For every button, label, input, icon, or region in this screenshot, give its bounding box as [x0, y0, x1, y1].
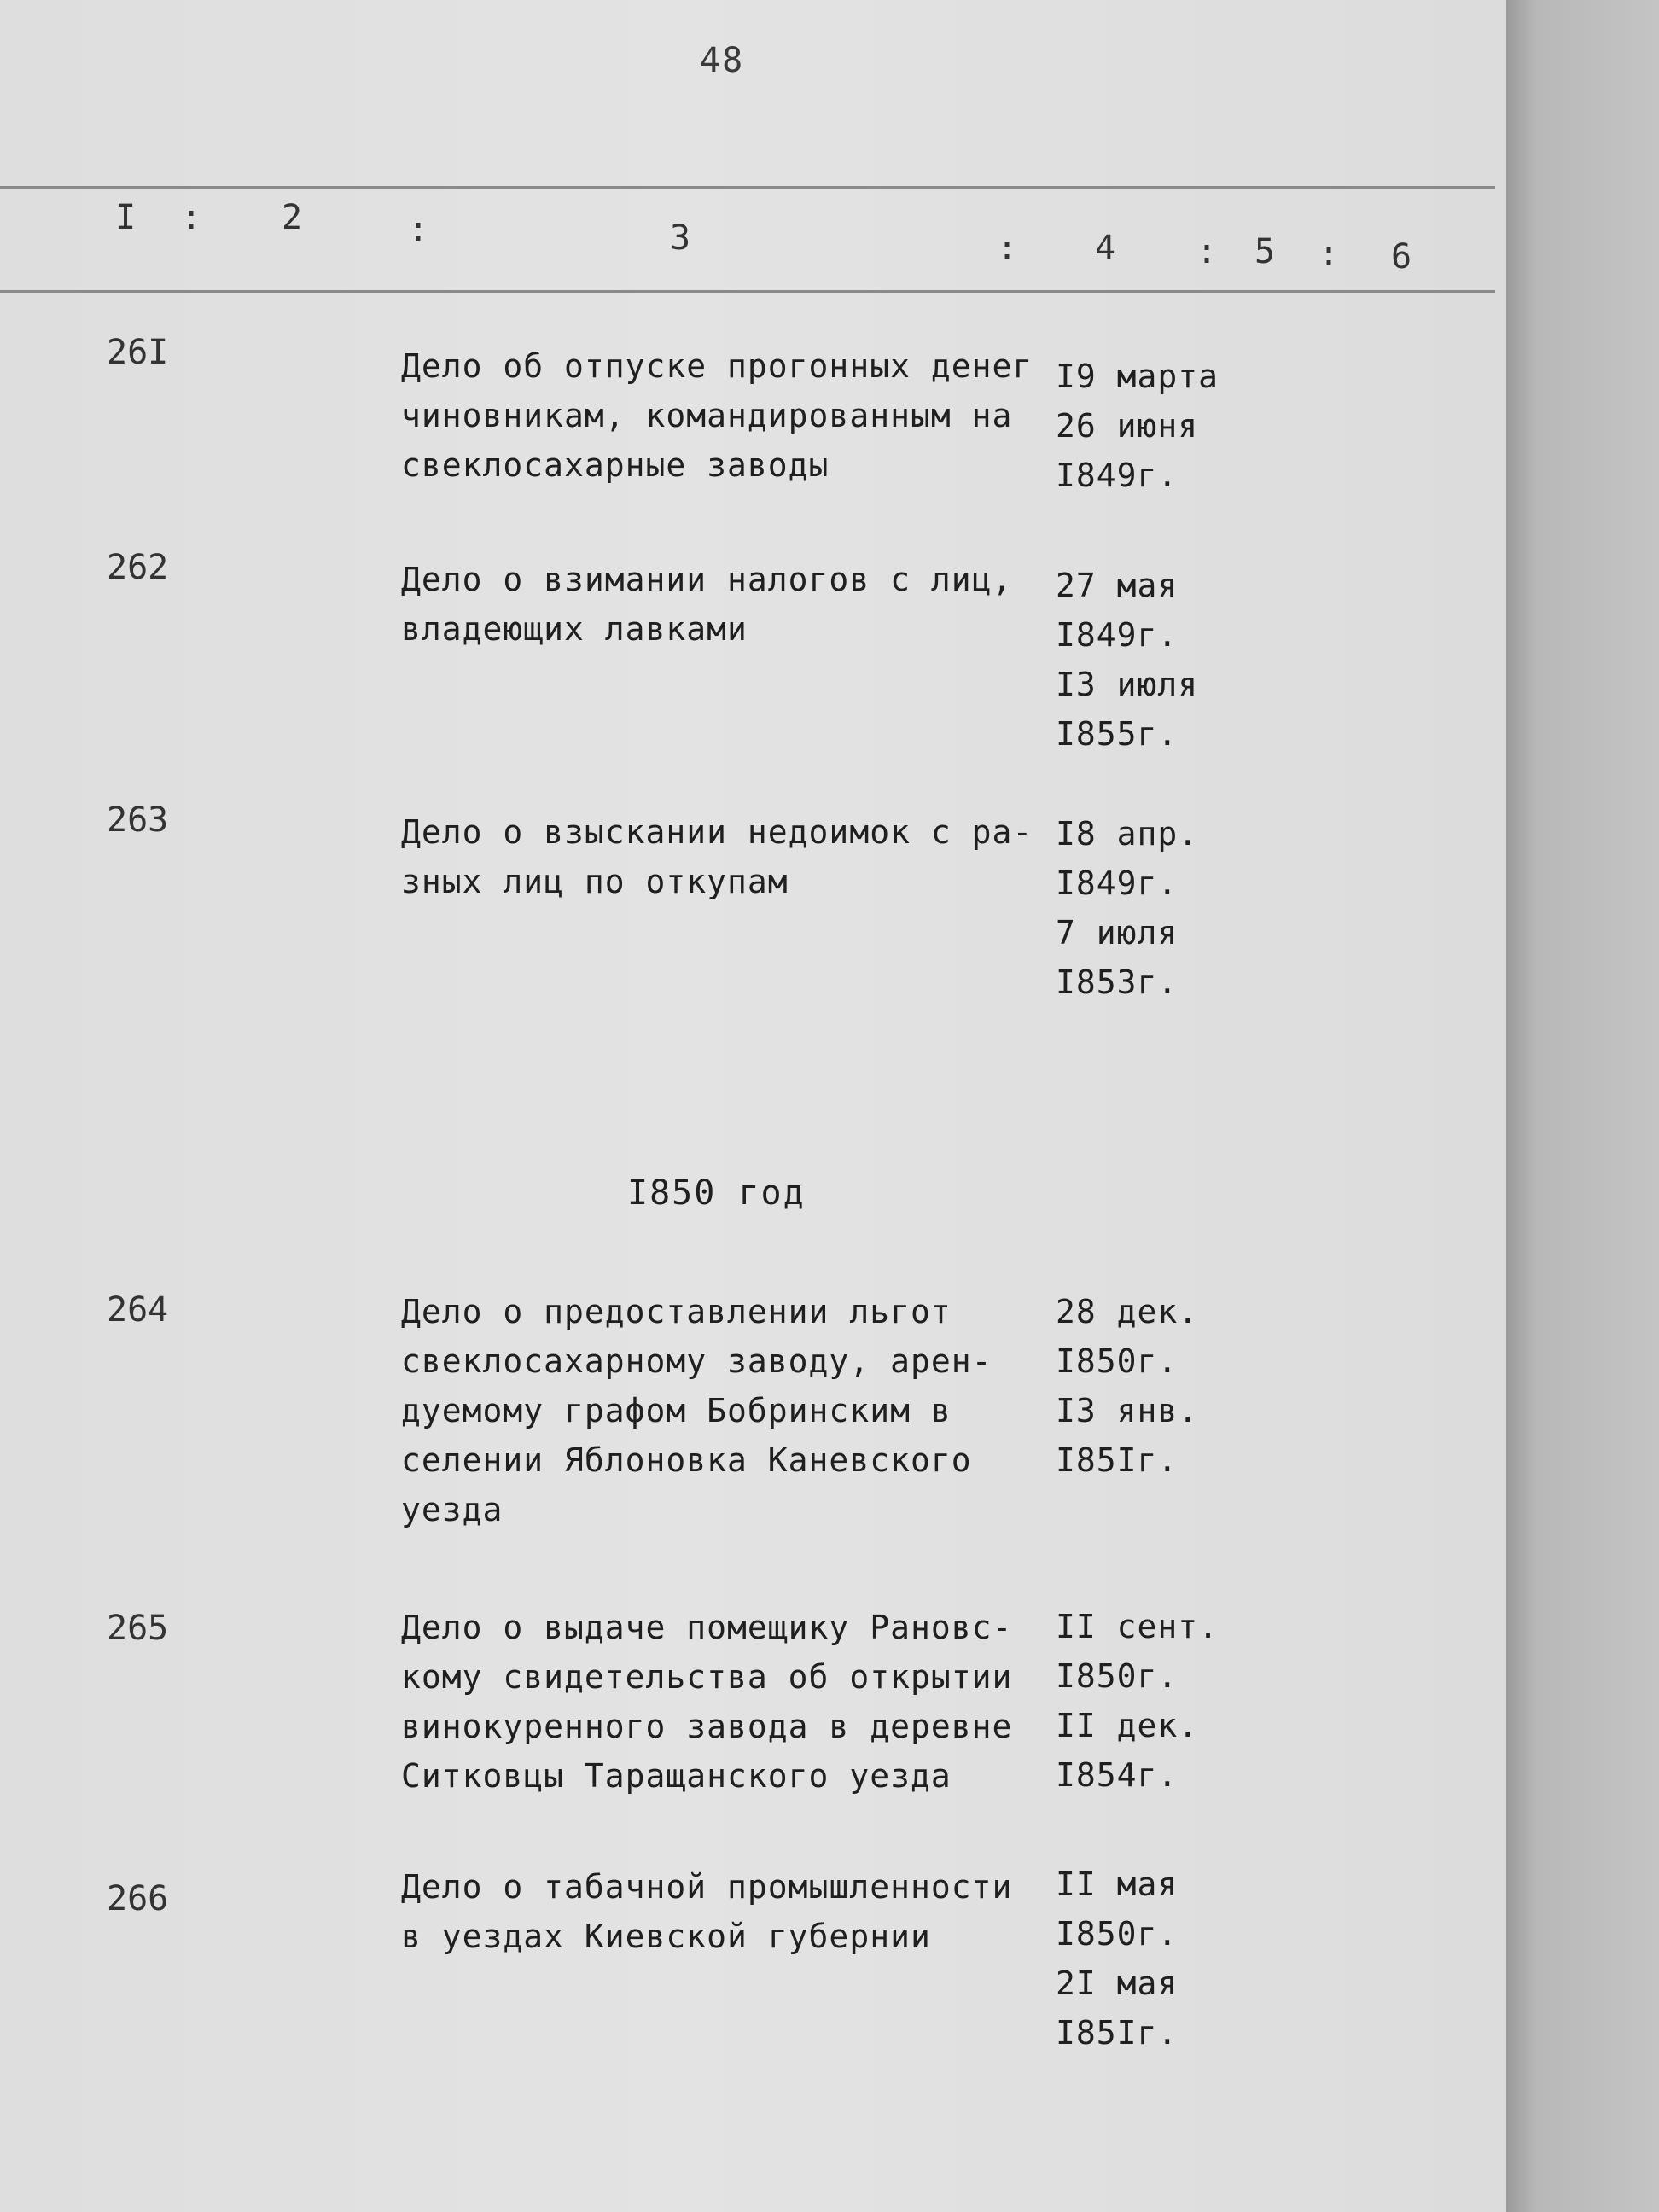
description-line: кому свидетельства об открытии [401, 1658, 1013, 1696]
date-line: I850г. [1056, 1915, 1179, 1953]
entry-description [401, 341, 1058, 490]
column-header-3: 3 [670, 218, 691, 258]
entry-description [401, 1603, 1058, 1801]
description-line: Ситковцы Таращанского уезда [401, 1757, 952, 1795]
date-line: I85Iг. [1056, 1441, 1179, 1479]
column-header-5: 5 [1254, 232, 1276, 271]
entry-description [401, 1862, 1058, 1961]
date-line: I3 июля [1056, 666, 1199, 703]
header-top-rule [0, 186, 1495, 189]
description-line: Дело о взыскании недоимок с ра- [401, 813, 1033, 851]
description-line: Дело о взимании налогов с лиц, [401, 561, 1013, 598]
column-separator: : [1318, 235, 1340, 274]
description-line: в уездах Киевской губернии [401, 1918, 931, 1955]
description-line: Дело об отпуске прогонных денег [401, 347, 1033, 385]
entry-number: 263 [107, 800, 169, 840]
description-line: Дело о выдаче помещику Рановс- [401, 1609, 1013, 1646]
entry-dates [1056, 1602, 1219, 1800]
description-line: свеклосахарному заводу, арен- [401, 1342, 992, 1380]
column-header-1: I [115, 198, 137, 237]
date-line: I850г. [1056, 1657, 1179, 1695]
date-line: I853г. [1056, 963, 1179, 1001]
entry-number: 26I [107, 333, 169, 372]
date-line: I8 апр. [1056, 815, 1199, 853]
entry-number: 262 [107, 548, 169, 587]
date-line: II мая [1056, 1866, 1179, 1903]
date-line: 27 мая [1056, 567, 1179, 604]
entry-description [401, 807, 1058, 906]
entry-number: 265 [107, 1609, 169, 1648]
description-line: Дело о табачной промышленности [401, 1868, 1013, 1906]
date-line: II дек. [1056, 1707, 1199, 1744]
date-line: 28 дек. [1056, 1293, 1199, 1330]
date-line: 2I мая [1056, 1965, 1179, 2002]
entry-dates [1056, 561, 1198, 759]
date-line: 7 июля [1056, 914, 1179, 952]
entry-number: 266 [107, 1879, 169, 1918]
date-line: I850г. [1056, 1342, 1179, 1380]
description-line: уезда [401, 1491, 504, 1528]
date-line: I9 марта [1056, 358, 1220, 395]
date-line: II сент. [1056, 1608, 1220, 1645]
column-separator: : [181, 198, 202, 237]
column-separator: : [408, 210, 429, 249]
column-header-4: 4 [1095, 229, 1116, 268]
description-line: селении Яблоновка Каневского [401, 1441, 972, 1479]
description-line: чиновникам, командированным на [401, 397, 1013, 434]
entry-dates [1056, 1860, 1178, 2058]
entry-dates [1056, 352, 1219, 500]
column-header-2: 2 [282, 198, 303, 237]
entry-dates [1056, 1287, 1198, 1485]
date-line: I849г. [1056, 864, 1179, 902]
date-line: I849г. [1056, 616, 1179, 654]
entry-dates [1056, 809, 1198, 1007]
page-number: 48 [700, 41, 745, 80]
description-line: дуемому графом Бобринским в [401, 1392, 952, 1429]
date-line: I854г. [1056, 1756, 1179, 1794]
year-heading: I850 год [627, 1173, 806, 1213]
column-header-6: 6 [1391, 237, 1412, 276]
date-line: I849г. [1056, 457, 1179, 494]
page-edge-shadow [1506, 0, 1659, 2212]
description-line: зных лиц по откупам [401, 863, 789, 900]
entry-description [401, 1287, 1058, 1534]
header-bottom-rule [0, 290, 1495, 293]
column-separator: : [997, 229, 1018, 268]
description-line: свеклосахарные заводы [401, 446, 830, 484]
description-line: Дело о предоставлении льгот [401, 1293, 952, 1330]
description-line: владеющих лавками [401, 610, 748, 648]
entry-description [401, 555, 1058, 654]
date-line: I3 янв. [1056, 1392, 1199, 1429]
description-line: винокуренного завода в деревне [401, 1708, 1013, 1745]
date-line: I85Iг. [1056, 2014, 1179, 2052]
date-line: I855г. [1056, 715, 1179, 753]
date-line: 26 июня [1056, 407, 1199, 445]
column-separator: : [1196, 232, 1218, 271]
entry-number: 264 [107, 1290, 169, 1330]
